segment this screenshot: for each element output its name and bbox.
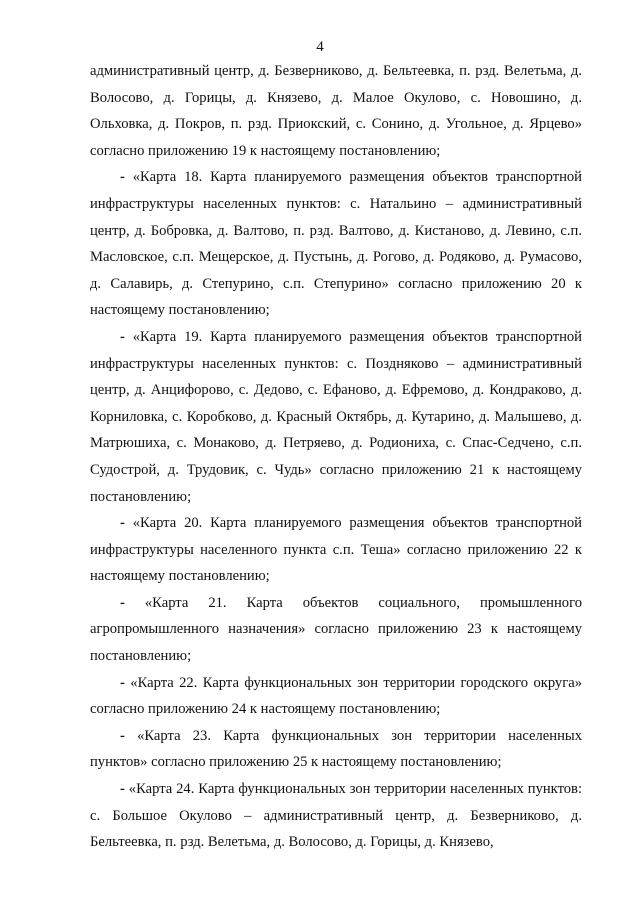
list-dash: - (120, 169, 125, 186)
paragraph-text: «Карта 21. Карта объектов социального, промышленного агропромышленного назначения» согласно приложению 23 к настоящему постановлению; (90, 594, 582, 665)
list-dash: - (120, 674, 125, 691)
paragraph-text: «Карта 19. Карта планируемого размещения объектов транспортной инфраструктуры населенных пунктов: с. Поздняково – административный центр, д. Анцифорово, с. Дедово, с. Ефаново, д. Ефремово, д. Кондраково, д. Корниловка, с. Коробково, д. Красный Октябрь, д. Кутарино, д. Малышево, д. Матрюшиха, с. Монаково, д. Петряево, д. Родиониха, с. Спас-Седчено, с.п. Судострой, д. Трудовик, с. Чудь» согласно приложению 21 к настоящему постановлению; (90, 328, 582, 505)
paragraph-text: «Карта 20. Карта планируемого размещения объектов транспортной инфраструктуры населенного пункта с.п. Теша» согласно приложению 22 к настоящему постановлению; (90, 515, 582, 585)
paragraph-map-23 (90, 723, 582, 776)
list-dash: - (120, 727, 125, 744)
page-number: 4 (316, 39, 324, 55)
list-dash: - (120, 515, 125, 532)
list-dash: - (120, 328, 125, 345)
document-body (90, 58, 582, 856)
paragraph-map-21 (90, 590, 582, 670)
paragraph-text: «Карта 18. Карта планируемого размещения объектов транспортной инфраструктуры населенных пунктов: с. Натальино – административный центр, д. Бобровка, д. Валтово, п. рзд. Валтово, д. Кистаново, д. Левино, с.п. Масловское, с.п. Мещерское, д. Пустынь, д. Рогово, д. Родяково, д. Румасово, д. Салавирь, д. Степурино, с.п. Степурино» согласно приложению 20 к настоящему постановлению; (90, 169, 582, 319)
paragraph-map-18 (90, 164, 582, 324)
paragraph-text: «Карта 23. Карта функциональных зон территории населенных пунктов» согласно приложению 25 к настоящему постановлению; (90, 727, 583, 771)
paragraph-map-22 (90, 670, 582, 723)
list-dash: - (120, 594, 125, 611)
paragraph-map-19 (90, 324, 582, 510)
paragraph-text: «Карта 22. Карта функциональных зон территории городского округа» согласно приложению 24 к настоящему постановлению; (90, 674, 582, 718)
paragraph-text: «Карта 24. Карта функциональных зон территории населенных пунктов: с. Большое Окулово – административный центр, д. Безверниково, д. Бельтеевка, п. рзд. Велетьма, д. Волосово, д. Горицы, д. Князево, (90, 781, 582, 851)
paragraph-map-17-continuation (90, 58, 582, 164)
list-dash: - (120, 781, 125, 798)
paragraph-text: административный центр, д. Безверниково, д. Бельтеевка, п. рзд. Велетьма, д. Волосово, д. Горицы, д. Князево, д. Малое Окулово, с. Новошино, д. Ольховка, д. Покров, п. рзд. Приокский, с. Сонино, д. Угольное, д. Ярцево» согласно приложению 19 к настоящему постановлению; (90, 63, 582, 159)
paragraph-map-24 (90, 776, 582, 856)
paragraph-map-20 (90, 510, 582, 590)
